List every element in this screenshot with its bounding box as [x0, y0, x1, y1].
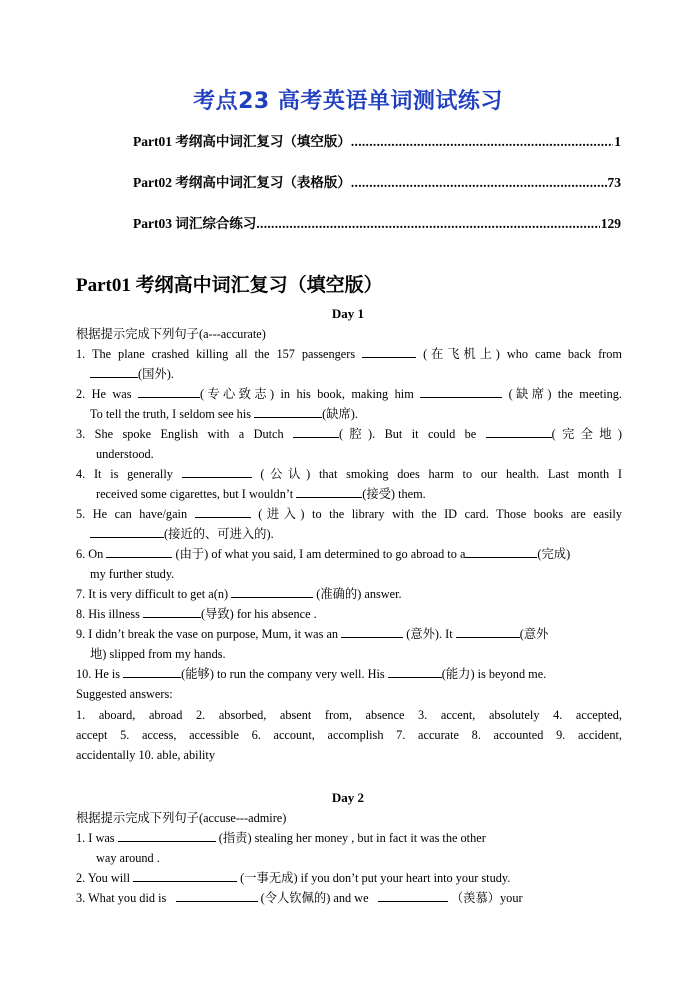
toc-entry-part01[interactable] — [133, 130, 621, 150]
toc-leader — [256, 216, 599, 232]
toc-page-number: 129 — [600, 216, 621, 231]
answer-blank[interactable] — [362, 344, 416, 358]
answer-blank[interactable] — [486, 424, 552, 438]
question-5-cont: (接近的、可进入的). — [90, 524, 622, 544]
question-3: 3. She spoke English with a Dutch (腔). But it could be (完全地) — [76, 424, 622, 444]
answer-blank[interactable] — [293, 424, 339, 438]
answer-blank[interactable] — [254, 404, 322, 418]
answer-blank[interactable] — [231, 584, 313, 598]
toc-entry-part03[interactable] — [133, 212, 621, 232]
answer-blank[interactable] — [456, 624, 520, 638]
question-7: 7. It is very difficult to get a(n) (准确的) answer. — [76, 584, 622, 604]
day1-instruction: 根据提示完成下列句子(a---accurate) — [76, 327, 266, 341]
answer-blank[interactable] — [90, 364, 138, 378]
toc-label: Part01 考纲高中词汇复习（填空版） — [133, 134, 351, 149]
answers-label: Suggested answers: — [76, 687, 173, 701]
answer-blank[interactable] — [143, 604, 201, 618]
question-10: 10. He is (能够) to run the company very well. His (能力) is beyond me. — [76, 664, 622, 684]
answer-blank[interactable] — [176, 888, 258, 902]
toc-page-number: 1 — [614, 134, 621, 149]
answers-line-3: accidentally 10. able, ability — [76, 748, 215, 762]
answer-blank[interactable] — [195, 504, 251, 518]
answer-blank[interactable] — [118, 828, 216, 842]
toc-leader — [351, 134, 613, 150]
answer-blank[interactable] — [106, 544, 172, 558]
answer-blank[interactable] — [388, 664, 442, 678]
answers-line-1: 1. aboard, abroad 2. absorbed, absent from, absence 3. accent, absolutely 4. accepted, — [76, 708, 622, 722]
toc-label: Part03 词汇综合练习 — [133, 216, 257, 231]
question-9: 9. I didn’t break the vase on purpose, Mum, it was an (意外). It (意外 — [76, 624, 622, 644]
answer-blank[interactable] — [420, 384, 502, 398]
answer-blank[interactable] — [123, 664, 181, 678]
part-heading: Part01 考纲高中词汇复习（填空版） — [76, 275, 383, 296]
day2-question-1: 1. I was (指责) stealing her money , but in fact it was the other — [76, 828, 622, 848]
question-3-cont: understood. — [96, 447, 154, 461]
day1-heading: Day 1 — [331, 306, 365, 321]
toc-label: Part02 考纲高中词汇复习（表格版） — [133, 175, 351, 190]
answer-blank[interactable] — [138, 384, 200, 398]
day2-question-2: 2. You will (一事无成) if you don’t put your heart into your study. — [76, 868, 622, 888]
day2-question-1-cont: way around . — [96, 851, 160, 865]
day2-question-3: 3. What you did is (令人钦佩的) and we （羡慕）your — [76, 888, 622, 908]
day2-heading: Day 2 — [331, 790, 365, 805]
answer-blank[interactable] — [465, 544, 537, 558]
question-2: 2. He was (专心致志) in his book, making him (缺席) the meeting. — [76, 384, 622, 404]
answer-blank[interactable] — [90, 524, 164, 538]
toc-entry-part02[interactable] — [133, 171, 621, 191]
question-4: 4. It is generally (公认) that smoking does harm to our health. Last month I — [76, 464, 622, 484]
answer-blank[interactable] — [378, 888, 448, 902]
answer-blank[interactable] — [133, 868, 237, 882]
toc-page-number: 73 — [607, 175, 621, 190]
answer-blank[interactable] — [296, 484, 362, 498]
question-4-cont: received some cigarettes, but I wouldn’t (接受) them. — [96, 484, 622, 504]
question-6: 6. On (由于) of what you said, I am determined to go abroad to a (完成) — [76, 544, 622, 564]
day2-instruction: 根据提示完成下列句子(accuse---admire) — [76, 811, 287, 825]
question-8: 8. His illness (导致) for his absence . — [76, 604, 622, 624]
answer-blank[interactable] — [341, 624, 403, 638]
document-title: 考点23 高考英语单词测试练习 — [193, 89, 503, 114]
question-1: 1. The plane crashed killing all the 157 passengers (在飞机上) who came back from — [76, 344, 622, 364]
toc-leader — [351, 175, 607, 191]
answers-line-2: accept 5. access, accessible 6. account, accomplish 7. accurate 8. accounted 9. accident, — [76, 728, 622, 742]
question-9-cont: 地) slipped from my hands. — [90, 647, 226, 661]
question-6-cont: my further study. — [90, 567, 175, 581]
question-2-cont: To tell the truth, I seldom see his (缺席). — [90, 404, 622, 424]
question-5: 5. He can have/gain (进入) to the library with the ID card. Those books are easily — [76, 504, 622, 524]
answer-blank[interactable] — [182, 464, 252, 478]
question-1-cont: (国外). — [90, 364, 622, 384]
